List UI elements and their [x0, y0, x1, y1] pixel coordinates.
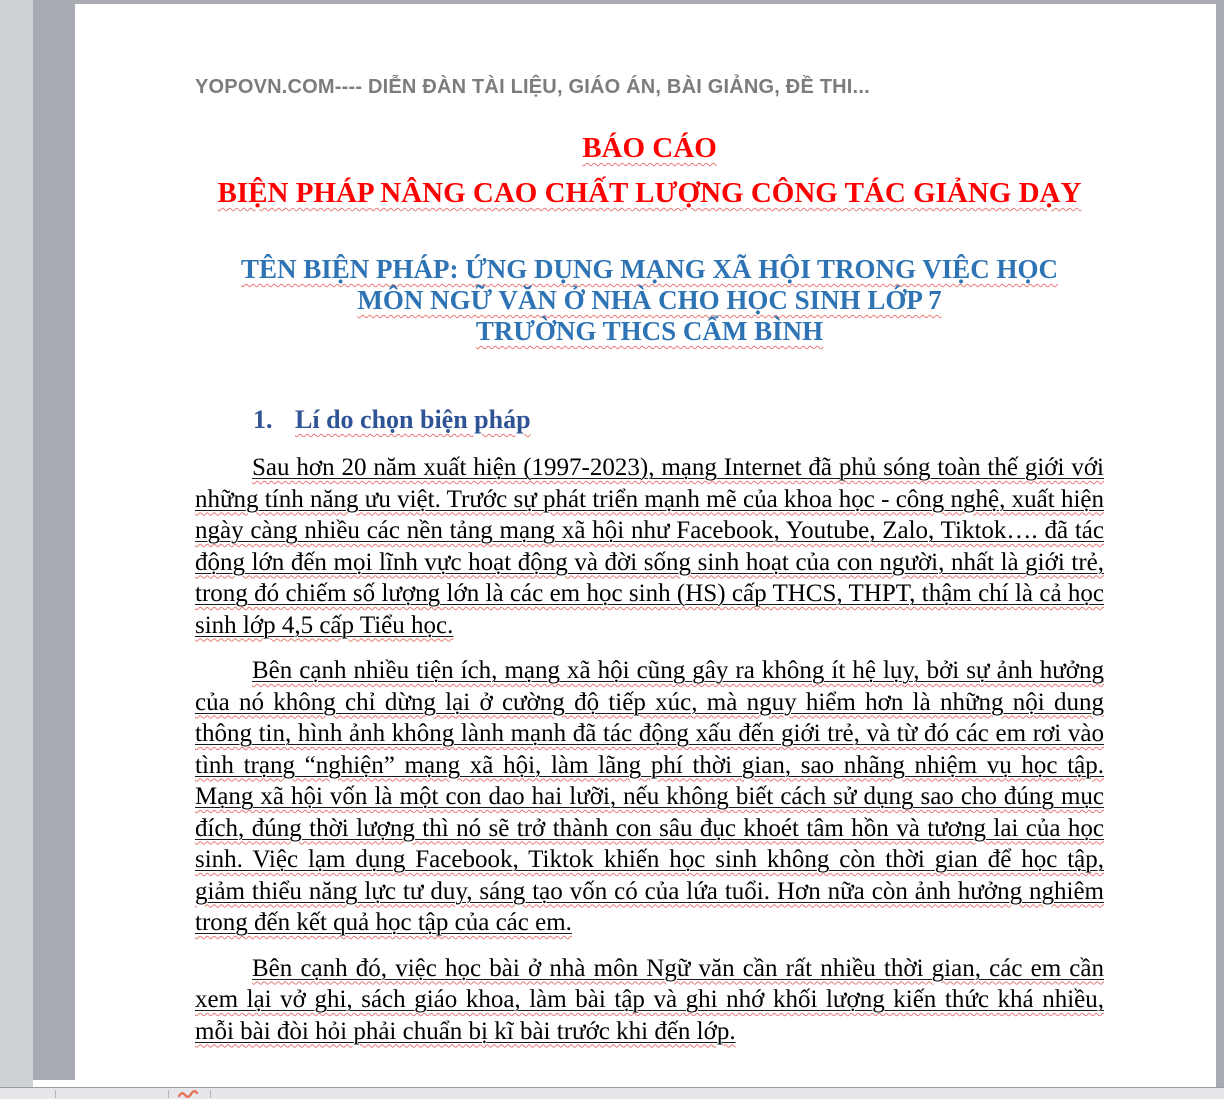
measure-title: [195, 254, 1104, 347]
canvas-right-margin: [1216, 4, 1224, 1087]
section-1-heading: [195, 404, 1104, 436]
report-title-line2-text: BIỆN PHÁP NÂNG CAO CHẤT LƯỢNG CÔNG TÁC GIẢNG DẠY: [217, 177, 1082, 209]
document-page: [75, 4, 1216, 1087]
measure-title-line3: TRƯỜNG THCS CẨM BÌNH: [475, 316, 824, 346]
left-gutter: [0, 0, 33, 1087]
status-bar-separator: [210, 1090, 211, 1098]
canvas-left-margin: [33, 4, 75, 1080]
paragraph-1-text: Sau hơn 20 năm xuất hiện (1997-2023), mạng Internet đã phủ sóng toàn thế giới với những tính năng ưu việt. Trước sự phát triển mạnh mẽ của khoa học - công nghệ, xuất hiện ngày càng nhiều các nền tảng mạng xã hội như Facebook, Youtube, Zalo, Tiktok…. đã tác động lớn đến mọi lĩnh vực hoạt động và đời sống sinh hoạt của con người, nhất là giới trẻ, trong đó chiếm số lượng lớn là các em học sinh (HS) cấp THCS, THPT, thậm chí là cả học sinh lớp 4,5 cấp Tiểu học.: [195, 454, 1104, 639]
measure-title-line2: MÔN NGỮ VĂN Ở NHÀ CHO HỌC SINH LỚP 7: [357, 285, 942, 315]
paragraph-3: [195, 953, 1104, 1048]
paragraph-3-text: Bên cạnh đó, việc học bài ở nhà môn Ngữ văn cần rất nhiều thời gian, các em cần xem lại vở ghi, sách giáo khoa, làm bài tập và ghi nhớ khối lượng kiến thức khá nhiều, mỗi bài đòi hỏi phải chuẩn bị kĩ bài trước khi đến lớp.: [195, 954, 1104, 1045]
report-title-text: BÁO CÁO: [582, 132, 717, 164]
paragraph-2: [195, 655, 1104, 939]
section-1-heading-text: Lí do chọn biện pháp: [295, 405, 531, 434]
status-bar-separator: [55, 1090, 56, 1098]
forum-watermark-text: YOPOVN.COM---- DIỄN ĐÀN TÀI LIỆU, GIÁO ÁN, BÀI GIẢNG, ĐỀ THI...: [195, 76, 870, 98]
status-bar: [0, 1087, 1224, 1099]
report-title: [195, 130, 1104, 166]
section-1-number: 1.: [253, 405, 273, 434]
paragraph-1: [195, 452, 1104, 641]
report-title-line2: [195, 175, 1104, 211]
measure-title-line1: TÊN BIỆN PHÁP: ỨNG DỤNG MẠNG XÃ HỘI TRONG VIỆC HỌC: [240, 254, 1059, 284]
spell-check-icon[interactable]: [178, 1090, 200, 1099]
status-bar-separator: [168, 1090, 169, 1098]
paragraph-2-text: Bên cạnh nhiều tiện ích, mạng xã hội cũng gây ra không ít hệ lụy, bởi sự ảnh hưởng của nó không chỉ dừng lại ở cường độ tiếp xúc, mà nguy hiểm hơn là những nội dung thông tin, hình ảnh không lành mạnh đã tác động xấu đến giới trẻ, và từ đó các em rơi vào tình trạng “nghiện” mạng xã hội, làm lãng phí thời gian, sao nhãng nhiệm vụ học tập. Mạng xã hội vốn là một con dao hai lưỡi, nếu không biết cách sử dụng sao cho đúng mục đích, đúng thời lượng thì nó sẽ trở thành con sâu đục khoét tâm hồn và tương lai của học sinh. Việc lạm dụng Facebook, Tiktok khiến học sinh không còn thời gian để học tập, giảm thiểu năng lực tư duy, sáng tạo vốn có của lứa tuổi. Hơn nữa còn ảnh hưởng nghiêm trong đến kết quả học tập của các em.: [195, 657, 1104, 936]
